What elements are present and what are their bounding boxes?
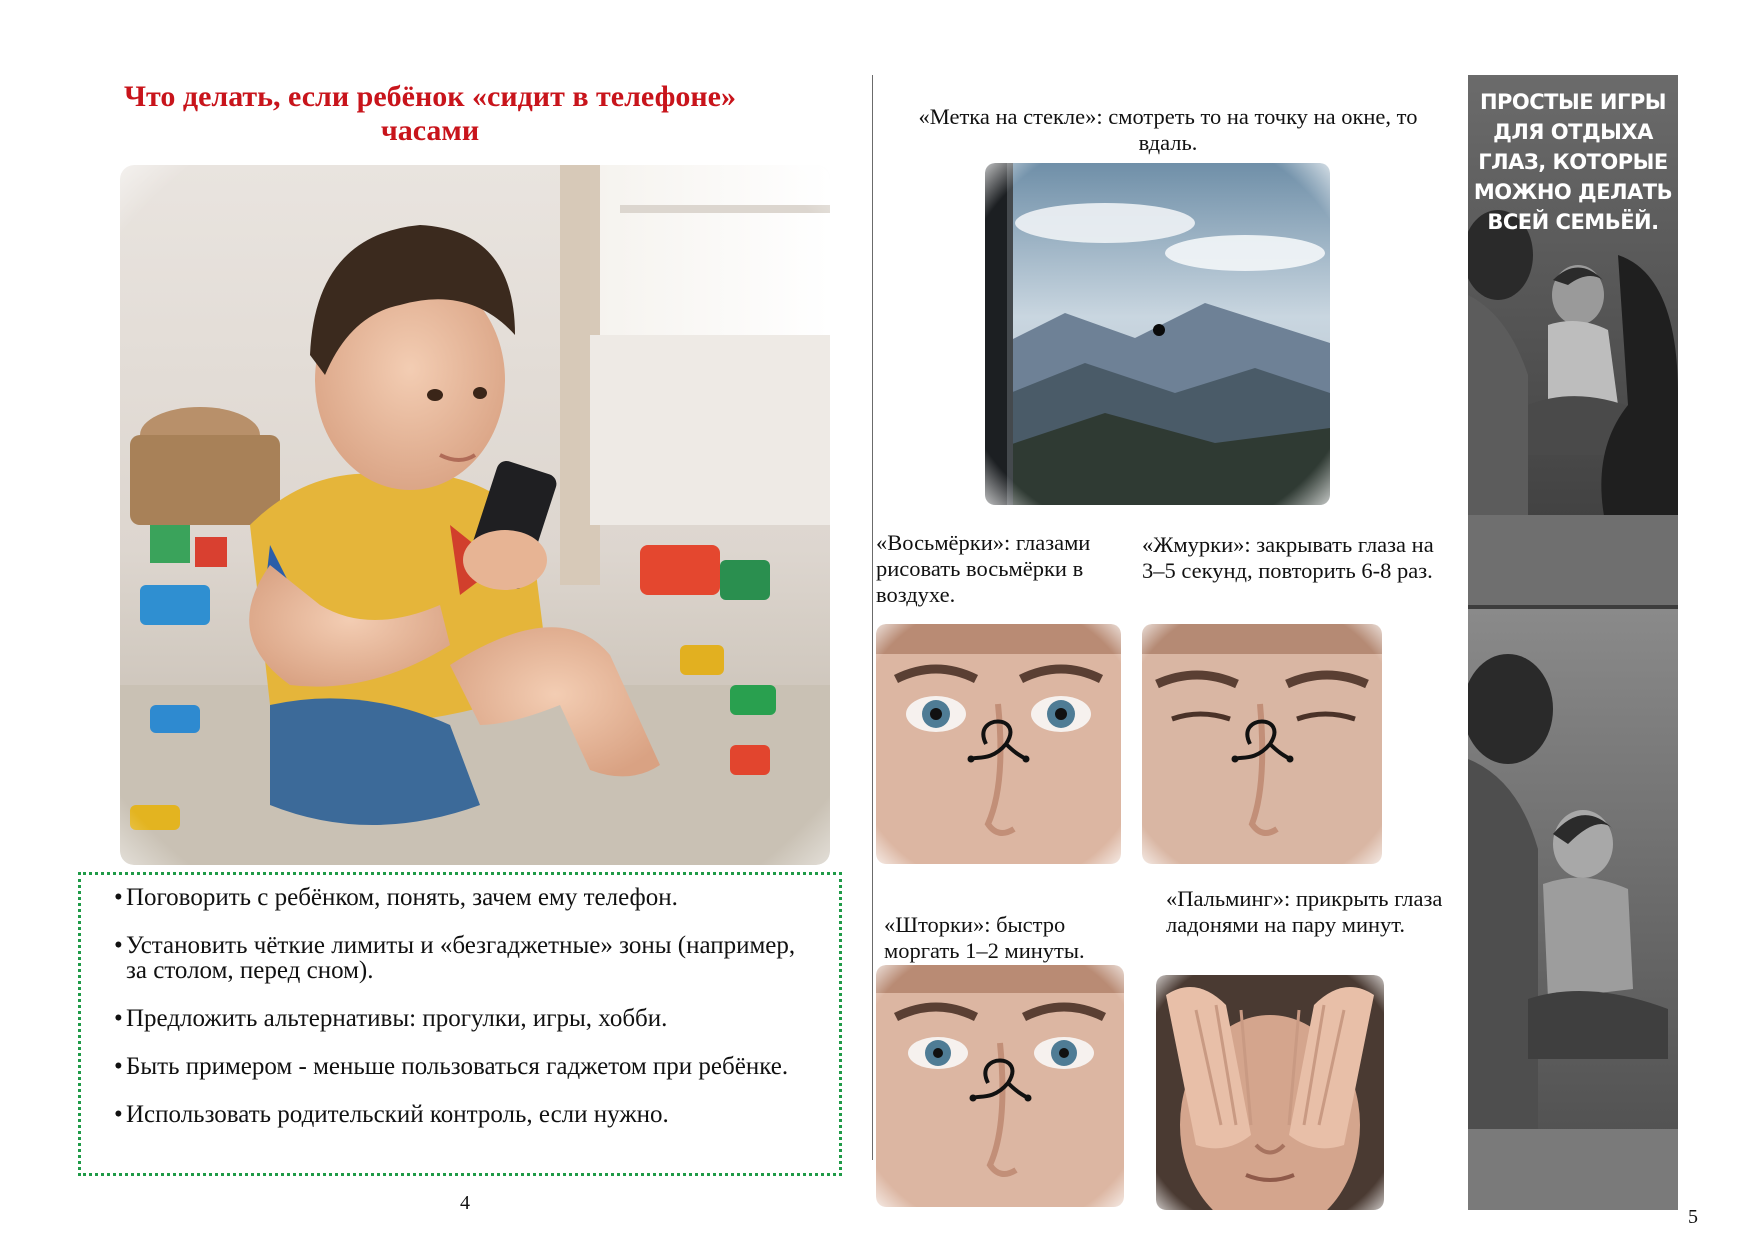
eyes-closed-photo: [1142, 624, 1382, 864]
palming-illustration: [1156, 975, 1384, 1210]
list-item: [114, 1101, 819, 1128]
bullet-icon: •: [114, 884, 123, 911]
eyes-closed-illustration: [1142, 624, 1382, 864]
caption-shutters: «Шторки»: быстро моргать 1–2 минуты.: [884, 912, 1085, 963]
tip-text: Использовать родительский контроль, если нужно.: [126, 1101, 669, 1128]
boy-with-phone-illustration: [120, 165, 830, 865]
list-item: [114, 884, 819, 911]
eyes-open-photo: [876, 624, 1121, 864]
page-title-line-2: часами: [380, 114, 480, 147]
bullet-icon: •: [114, 1053, 123, 1080]
page-number-right: 5: [1688, 1206, 1698, 1228]
caption-figure-eights: «Восьмёрки»: глазами рисовать восьмёрки в воздухе.: [876, 530, 1091, 607]
page-title: [120, 80, 740, 148]
eyes-open-illustration: [876, 624, 1121, 864]
bullet-icon: •: [114, 932, 123, 959]
palming-photo: [1156, 975, 1384, 1210]
tip-text: Быть примером - меньше пользоваться гаджетом при ребёнке.: [126, 1053, 789, 1080]
list-item: [114, 1053, 819, 1080]
window-mountain-illustration: [985, 163, 1330, 505]
family-eye-games-banner: [1468, 75, 1678, 1210]
tips-box: [78, 872, 842, 1176]
tip-text: Поговорить с ребёнком, понять, зачем ему телефон.: [126, 884, 678, 911]
page-divider: [872, 75, 873, 1160]
mother-child-illustration-bottom: [1468, 609, 1678, 1210]
list-item: [114, 1005, 819, 1032]
banner-title: ПРОСТЫЕ ИГРЫ ДЛЯ ОТДЫХА ГЛАЗ, КОТОРЫЕ МОЖНО ДЕЛАТЬ ВСЕЙ СЕМЬЁЙ.: [1473, 90, 1673, 234]
bullet-icon: •: [114, 1101, 123, 1128]
caption-blind-man: «Жмурки»: закрывать глаза на 3–5 секунд, повторить 6-8 раз.: [1142, 532, 1434, 583]
caption-palming: «Пальминг»: прикрыть глаза ладонями на пару минут.: [1166, 886, 1443, 937]
eyes-blinking-photo: [876, 965, 1124, 1207]
tip-text: Установить чёткие лимиты и «безгаджетные» зоны (например, за столом, перед сном).: [126, 932, 796, 984]
window-dot-icon: [1153, 324, 1165, 336]
bullet-icon: •: [114, 1005, 123, 1032]
tips-list: [81, 875, 839, 1127]
window-mark-photo: [985, 163, 1330, 505]
eyes-blinking-illustration: [876, 965, 1124, 1207]
page-title-line-1: Что делать, если ребёнок «сидит в телефоне»: [124, 80, 736, 113]
tip-text: Предложить альтернативы: прогулки, игры, хобби.: [126, 1005, 668, 1032]
page-number-left: 4: [460, 1192, 470, 1214]
banner-photo-bottom: [1468, 609, 1678, 1210]
boy-with-phone-photo: [120, 165, 830, 865]
caption-window-mark: «Метка на стекле»: смотреть то на точку на окне, то вдаль.: [918, 104, 1418, 155]
list-item: [114, 932, 819, 984]
